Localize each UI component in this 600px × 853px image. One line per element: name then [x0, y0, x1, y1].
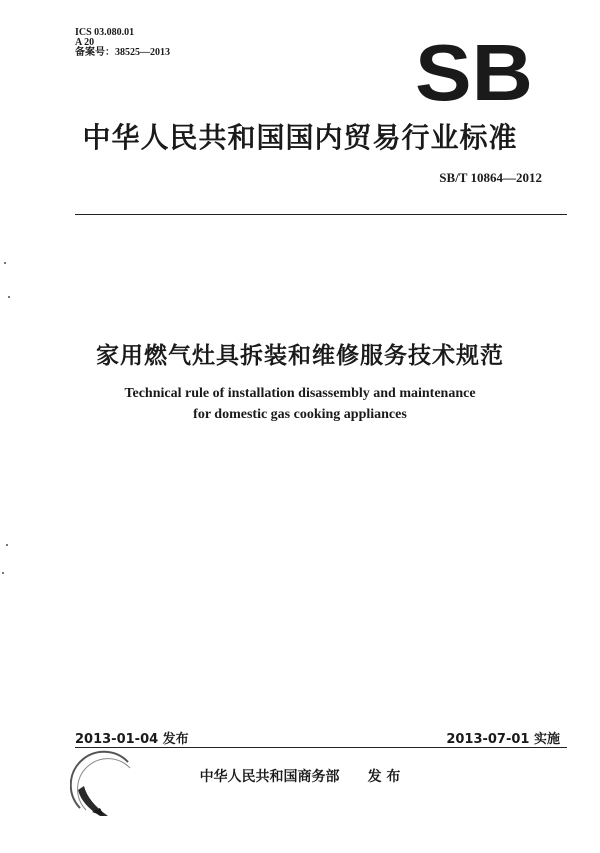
- publisher-name: 中华人民共和国商务部: [199, 769, 340, 785]
- header-rule: [75, 214, 567, 215]
- english-title-line-2: for domestic gas cooking appliances: [193, 407, 407, 422]
- scan-speck: [6, 544, 8, 546]
- document-title-chinese: 家用燃气灶具拆装和维修服务技术规范: [96, 343, 504, 369]
- ics-code: ICS 03.080.01: [75, 27, 135, 38]
- footer-rule: [75, 747, 567, 748]
- standard-number: SB/T 10864—2012: [439, 170, 542, 185]
- classification-block: [75, 28, 170, 58]
- scan-speck: [4, 262, 6, 264]
- effective-date: 2013-07-01 实施: [446, 732, 560, 747]
- publisher-line: [0, 766, 600, 786]
- record-number: 备案号：38525—2013: [75, 47, 170, 58]
- ccs-code: A 20: [75, 37, 95, 48]
- sb-logo-text: SB: [415, 40, 533, 104]
- scan-speck: [2, 572, 4, 574]
- scan-speck: [8, 296, 10, 298]
- english-title-line-1: Technical rule of installation disassembly and maintenance: [124, 386, 476, 401]
- ministry-title: 中华人民共和国国内贸易行业标准: [82, 121, 518, 154]
- document-title-english: [0, 383, 600, 425]
- sb-logo: [414, 40, 534, 104]
- issue-date: 2013-01-04 发布: [75, 732, 189, 747]
- publisher-action: 发 布: [367, 769, 401, 785]
